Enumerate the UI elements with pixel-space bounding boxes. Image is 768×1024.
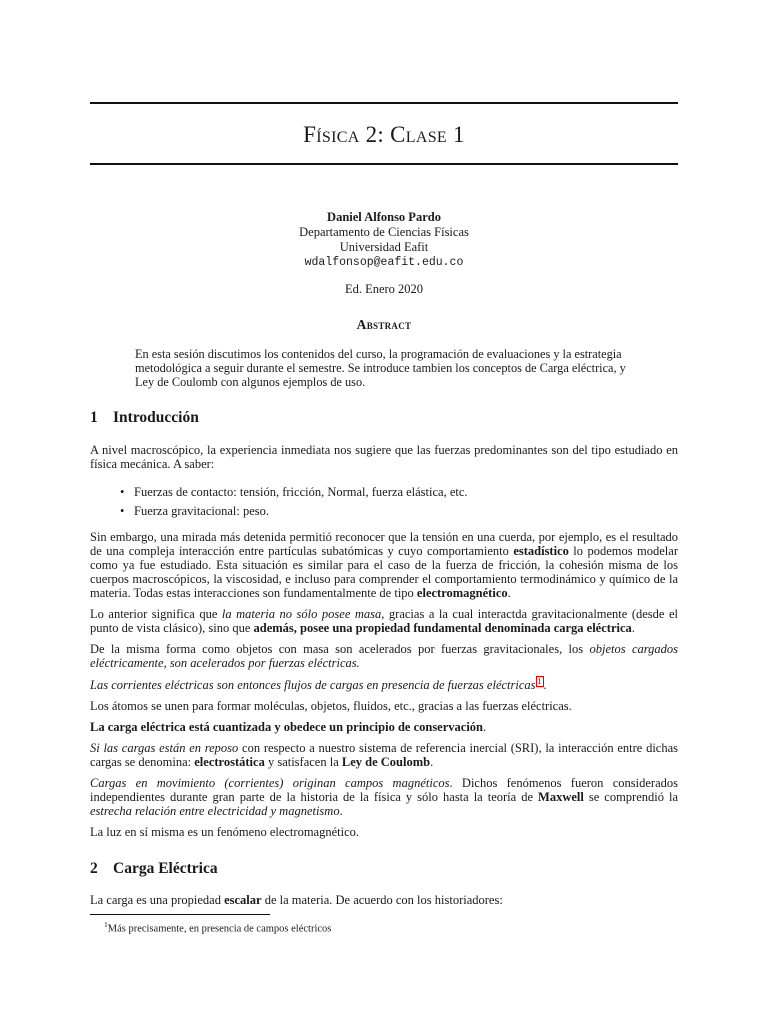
paragraph-atoms: Los átomos se unen para formar moléculas, objetos, fluidos, etc., gracias a las fuerzas eléctricas. — [90, 699, 572, 714]
paper-title: Física 2: Clase 1 — [303, 122, 465, 147]
footnote-rule — [90, 914, 270, 915]
paragraph-acceleration: De la misma forma como objetos con masa son acelerados por fuerzas gravitacionales, los objetos cargados eléctricamente, son acelerados por fuerzas eléctricas. — [90, 642, 679, 670]
paragraph-currents: Las corrientes eléctricas son entonces flujos de cargas en presencia de fuerzas eléctricas $^1$ . — [90, 677, 547, 693]
footnote-mark: 1 — [104, 920, 108, 929]
edition-date: Ed. Enero 2020 — [344, 282, 424, 296]
forces-list — [120, 483, 468, 521]
section-1-intro — [90, 443, 678, 478]
paragraph-quantized: La carga eléctrica está cuantizada y obedece un principio de conservación. — [90, 720, 487, 735]
paragraph-magnetism: Cargas en movimiento (corrientes) originan campos magnéticos. Dichos fenómenos fueron considerados independientes durante gran parte de la historia de la física y sólo hasta la teoría de Maxwell se comprendió la estrecha relación entre electricidad y magnetismo. — [90, 776, 679, 819]
footnote-link[interactable]: 1 — [537, 677, 542, 686]
author-department: Departamento de Ciencias Físicas — [299, 225, 469, 239]
paragraph-mass-charge: Lo anterior significa que la materia no sólo posee masa, gracias a la cual interactda gravitacionalmente (desde el punto de vista clásico), sino que además, posee una propiedad fundamental denominada carga eléctrica. — [90, 607, 678, 635]
paragraph-tension: Sin embargo, una mirada más detenida permitió reconocer que la tensión en una cuerda, por ejemplo, es el resultado de una compleja interacción entre partículas subatómicas y cuyo comportamiento estadístico lo podemos modelar como ya fue estudiado. Esta situación es similar para el caso de la fuerza de fricción, la cohesión misma de los cuerpos macroscópicos, la viscosidad, e incluso para comprender el comportamiento termodinámico y químico de la materia. Todas estas interacciones son fundamentalmente de tipo electromagnético. — [90, 530, 678, 600]
footnote-text: Más precisamente, en presencia de campos eléctricos — [107, 923, 332, 935]
title-rule-top — [90, 102, 678, 104]
abstract-text: En esta sesión discutimos los contenidos del curso, la programación de evaluaciones y la estrategia metodológica a seguir durante el semestre. Se introduce tambien los conceptos de Carga eléctrica, y Ley de Coulomb con algunos ejemplos de uso. — [135, 347, 626, 389]
paragraph-light: La luz en sí misma es un fenómeno electromagnético. — [90, 825, 360, 840]
abstract-heading: Abstract — [356, 317, 412, 332]
title-rule-bottom — [90, 163, 678, 165]
author-block — [90, 210, 678, 270]
intro-paragraph: A nivel macroscópico, la experiencia inmediata nos sugiere que las fuerzas predominantes son del tipo estudiado en física mecánica. A saber: — [90, 443, 678, 471]
section-2-title: Carga Eléctrica — [113, 860, 218, 877]
section-1-heading — [90, 409, 199, 427]
section-2-heading — [90, 860, 218, 878]
footnote — [104, 920, 331, 935]
list-item: • Fuerzas de contacto: tensión, fricción, Normal, fuerza elástica, etc. — [120, 483, 468, 502]
author-email[interactable]: wdalfonsop@eafit.edu.co — [304, 256, 464, 269]
section-2-number: 2 — [90, 860, 98, 877]
paragraph-electrostatics: Si las cargas están en reposo con respecto a nuestro sistema de referencia inercial (SRI), la interacción entre dichas cargas se denomina: electrostática y satisfacen la Ley de Coulomb. — [90, 741, 679, 770]
paragraph-scalar: La carga es una propiedad escalar de la materia. De acuerdo con los historiadores: — [90, 893, 503, 907]
section-1-title: Introducción — [113, 409, 199, 426]
author-name: Daniel Alfonso Pardo — [327, 210, 441, 224]
section-1-number: 1 — [90, 409, 98, 426]
list-item: • Fuerza gravitacional: peso. — [120, 502, 468, 521]
section-2-body — [90, 893, 678, 914]
section-1-body — [90, 530, 678, 846]
author-university: Universidad Eafit — [339, 240, 429, 254]
